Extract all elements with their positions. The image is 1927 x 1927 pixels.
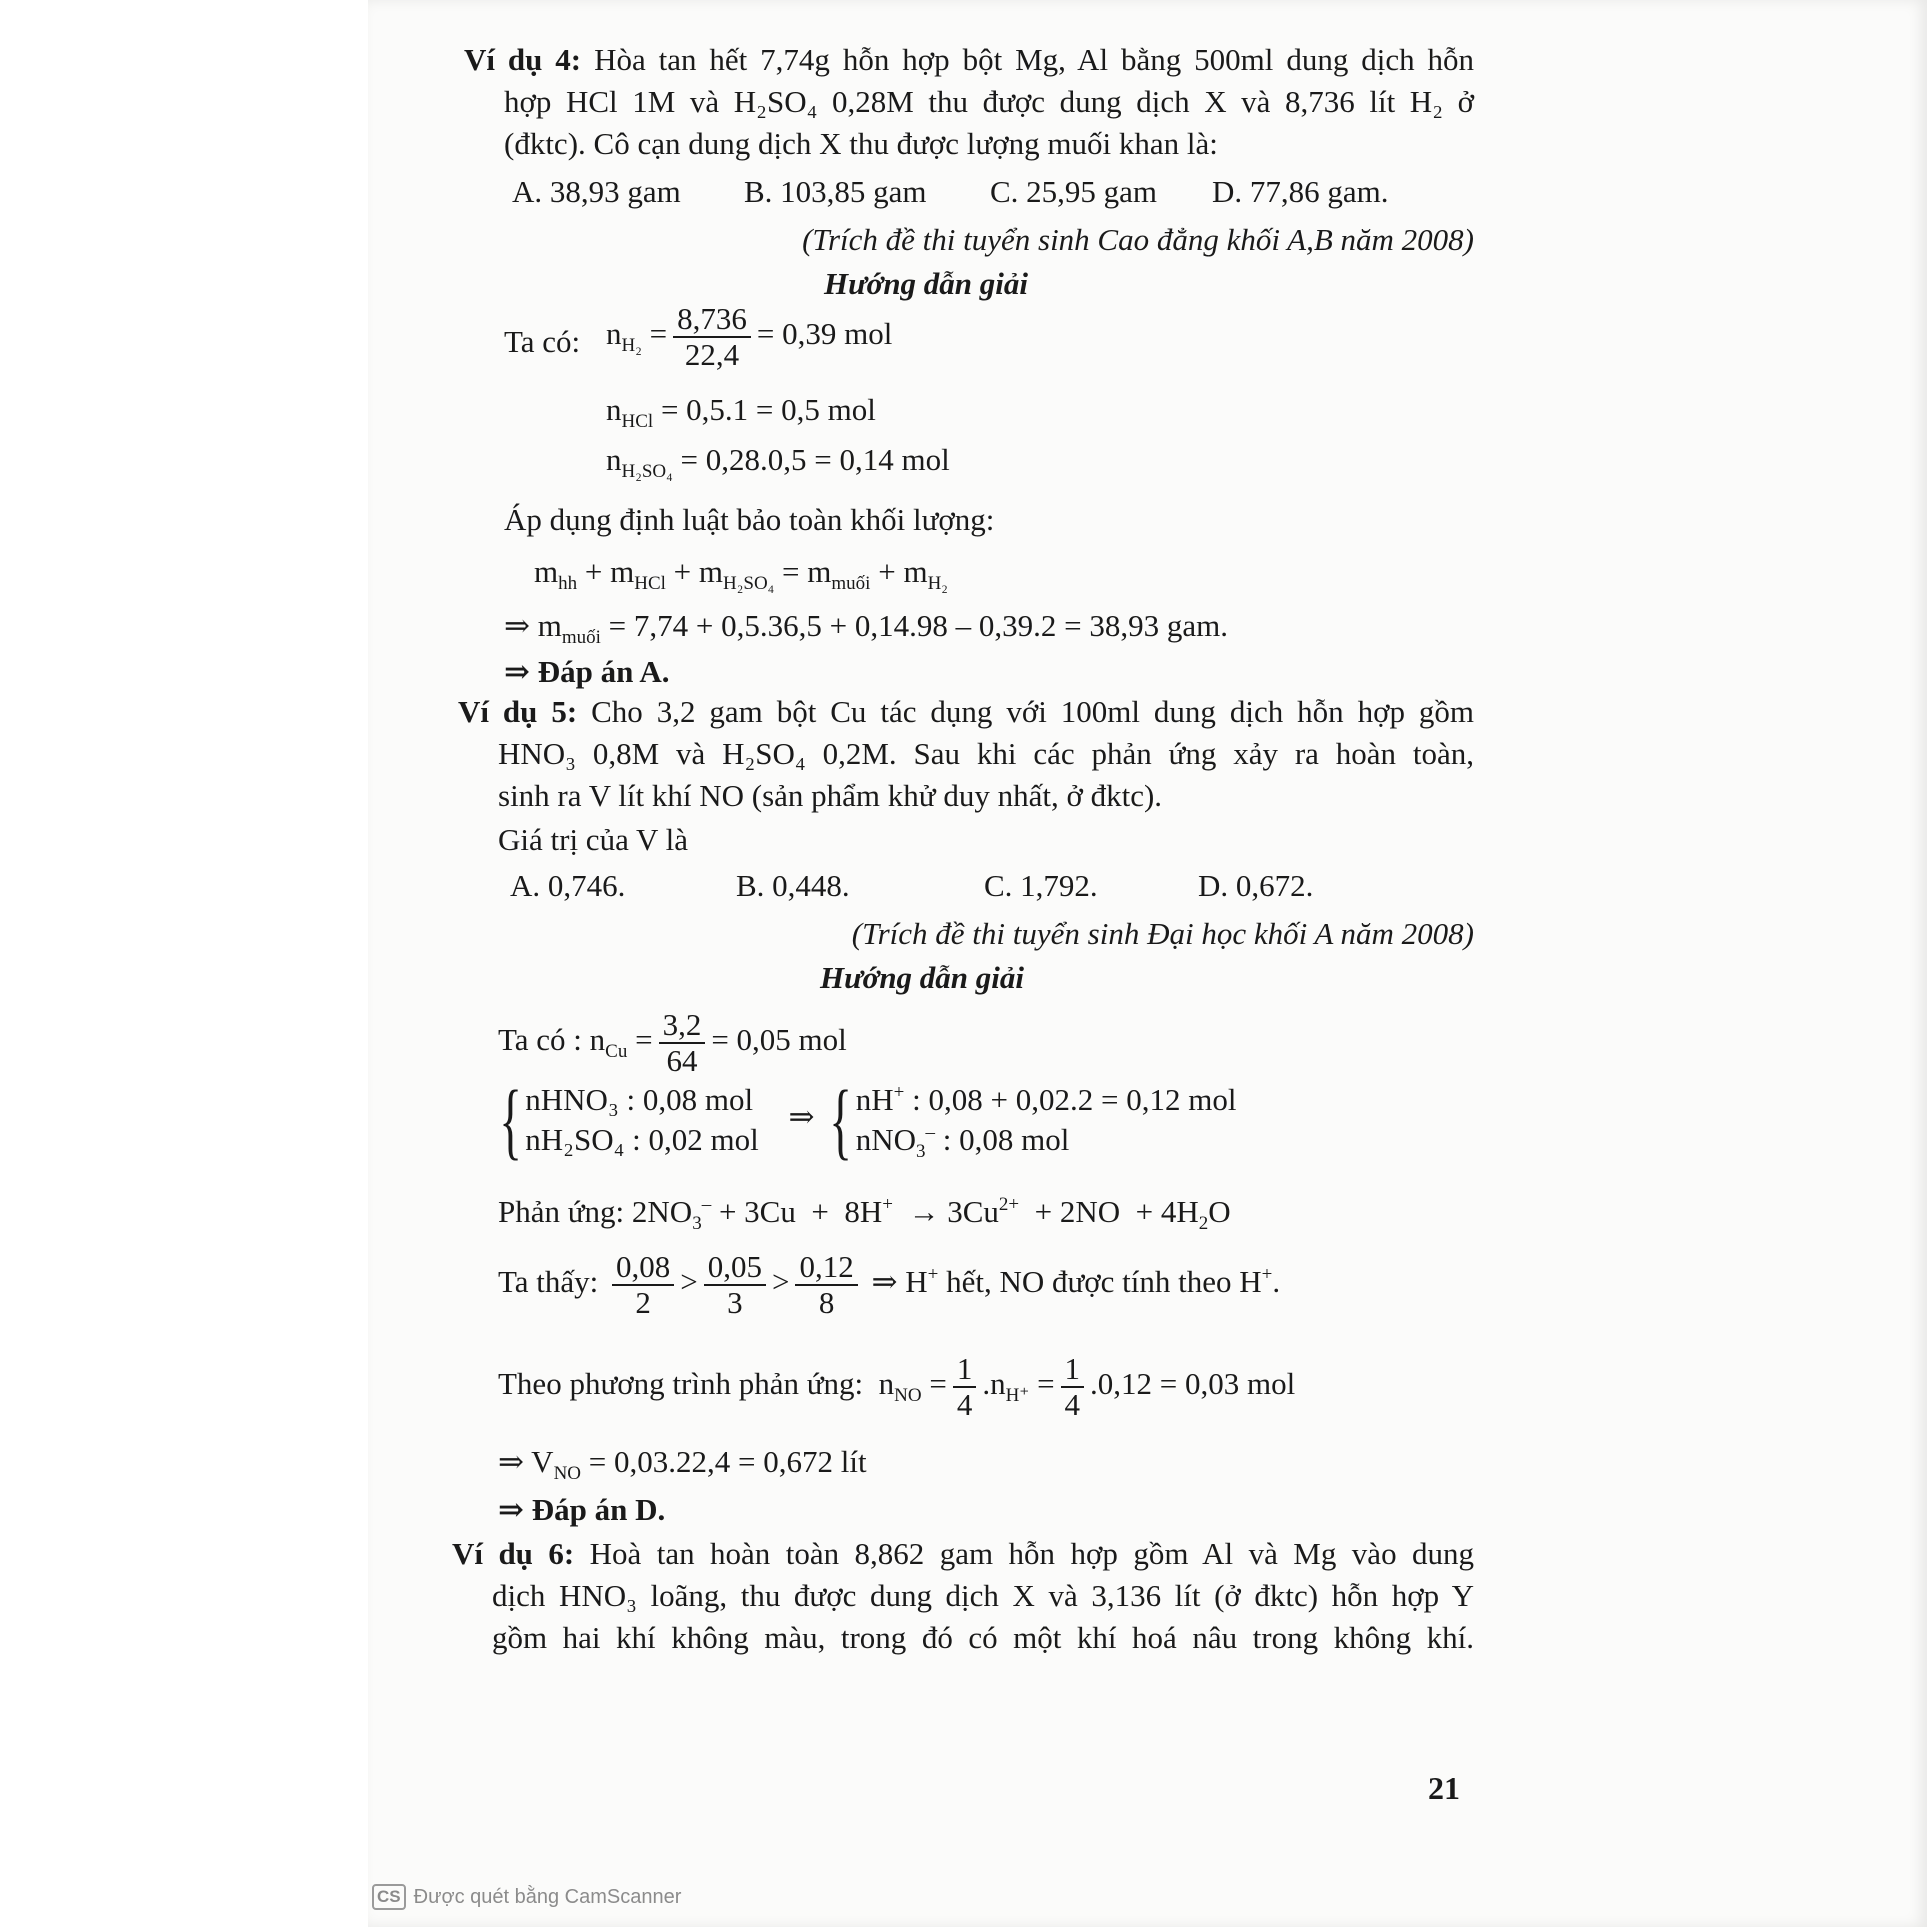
ex5-system: { nHNO₃ : 0,08 mol nH₂SO₄ : 0,02 mol ⇒ { nH+ : 0,08 + 0,02.2 = 0,12 mol nNO$_3$– : 0,08 mol [499, 1072, 1237, 1168]
ex4-nH2SO4-eq: $n_{H_2SO_4} = 0,28.0,5 = 0,14$ mol [606, 442, 950, 482]
left-brace-icon: { [829, 1072, 853, 1168]
ex6-line1: Ví dụ 6: Hoà tan hoàn toàn 8,862 gam hỗn hợp gồm Al và Mg vào dung [452, 1536, 1475, 1571]
ex6-line2: dịch HNO₃ loãng, thu được dung dịch X và 3,136 lít (ở đktc) hỗn hợp Y [492, 1578, 1474, 1613]
ex4-guide-title: Hướng dẫn giải [824, 266, 1029, 301]
ex5-line3: sinh ra V lít khí NO (sản phẩm khử duy nhất, ở đktc). [498, 778, 1163, 813]
ex4-option-a: A. 38,93 gam [512, 174, 681, 209]
ex4-option-b: B. 103,85 gam [744, 174, 927, 209]
ex4-result-line: ⇒ $m_{muối} = 7,74 + 0,5.36,5 + 0,14.98 - 0,39.2 = 38,93$ gam. [504, 608, 1228, 648]
ex4-line1: Ví dụ 4: Hòa tan hết 7,74g hỗn hợp bột Mg, Al bằng 500ml dung dịch hỗn [464, 42, 1475, 77]
camscanner-logo-icon: CS [372, 1884, 406, 1910]
scanner-watermark [372, 1884, 681, 1910]
ex4-option-c: C. 25,95 gam [990, 174, 1158, 209]
ex4-answer: ⇒ Đáp án A. [504, 654, 670, 689]
ex5-source: (Trích đề thi tuyển sinh Đại học khối A năm 2008) [851, 916, 1474, 951]
ex6-label: Ví dụ 6: [452, 1536, 575, 1571]
ex5-option-c: C. 1,792. [984, 868, 1098, 903]
page-number: 21 [1428, 1770, 1460, 1806]
ex5-line1: Ví dụ 5: Cho 3,2 gam bột Cu tác dụng với 100ml dung dịch hỗn hợp gồm [458, 694, 1474, 729]
left-brace-icon: { [499, 1072, 522, 1168]
ex4-option-d: D. 77,86 gam. [1212, 174, 1389, 209]
ex5-option-b: B. 0,448. [736, 868, 850, 903]
ex6-line3: gồm hai khí không màu, trong đó có một khí hoá nâu trong không khí. [492, 1620, 1474, 1655]
ex5-vNO-eq: ⇒ $V_{NO} = 0,03.22,4 = 0,672$ lít [498, 1444, 867, 1484]
ex4-source: (Trích đề thi tuyển sinh Cao đẳng khối A,B năm 2008) [802, 222, 1474, 257]
ex5-option-d: D. 0,672. [1198, 868, 1314, 903]
ex4-line2: hợp HCl 1M và H₂SO₄ 0,28M thu được dung dịch X và 8,736 lít H₂ ở [504, 84, 1474, 119]
book-page [368, 0, 1927, 1927]
ex4-label: Ví dụ 4: [464, 42, 582, 77]
ex4-nH2-fraction: $\frac{8,736}{22,4}$ [673, 302, 751, 372]
ex4-mass-balance: $m_{hh} + m_{HCl} + m_{H_2SO_4} = m_{muối} + m_{H_2}$ [534, 554, 948, 594]
ex5-answer: ⇒ Đáp án D. [498, 1492, 666, 1527]
ratio-fraction-1: $\frac{0,08}{2}$ [612, 1250, 674, 1320]
ratio-fraction-3: $\frac{0,12}{8}$ [795, 1250, 857, 1320]
ex5-option-a: A. 0,746. [510, 868, 626, 903]
watermark-text: Được quét bằng CamScanner [413, 1885, 682, 1908]
ex4-line3: (đktc). Cô cạn dung dịch X thu được lượng muối khan là: [504, 126, 1218, 161]
ex5-comparison: Ta thấy: $\frac{0,08}{2}$ > $\frac{0,05}{3}$ > $\frac{0,12}{8}$ ⇒ H+ hết, NO được tính theo H+. [498, 1249, 1281, 1320]
ex5-line2: HNO₃ 0,8M và H₂SO₄ 0,2M. Sau khi các phản ứng xảy ra hoàn toàn, [498, 736, 1474, 771]
ex5-guide-title: Hướng dẫn giải [820, 960, 1025, 995]
ex5-nCu-fraction: $\frac{3,2}{64}$ [659, 1008, 706, 1078]
ex4-law: Áp dụng định luật bảo toàn khối lượng: [504, 502, 995, 537]
ex4-nH2-eq: $n_{H_2}$ = $\frac{8,736}{22,4}$ = 0,39 mol [606, 301, 893, 372]
ex4-nHCl-eq: $n_{HCl} = 0,5.1 = 0,5$ mol [606, 392, 876, 432]
ex5-label: Ví dụ 5: [458, 694, 578, 729]
ex5-reaction: Phản ứng: $2NO_3^- + 3Cu + 8H^+ \to 3Cu^{2+} + 2NO + 4H_2O$ [498, 1194, 1231, 1234]
ex5-line4: Giá trị của V là [498, 822, 688, 857]
implies-arrow-icon: ⇒ [788, 1099, 815, 1135]
ex5-nCu-eq: Ta có : $n_{Cu}$ = $\frac{3,2}{64}$ = 0,05 mol [498, 1007, 847, 1078]
ex5-nNO-eq: Theo phương trình phản ứng: $n_{NO}$ = $\frac{1}{4}$ $.n_{H^+}$ = $\frac{1}{4}$ .0,12 = 0,03 mol [498, 1351, 1296, 1422]
ratio-fraction-2: $\frac{0,05}{3}$ [704, 1250, 766, 1320]
ex4-ta-co: Ta có: [504, 324, 581, 359]
